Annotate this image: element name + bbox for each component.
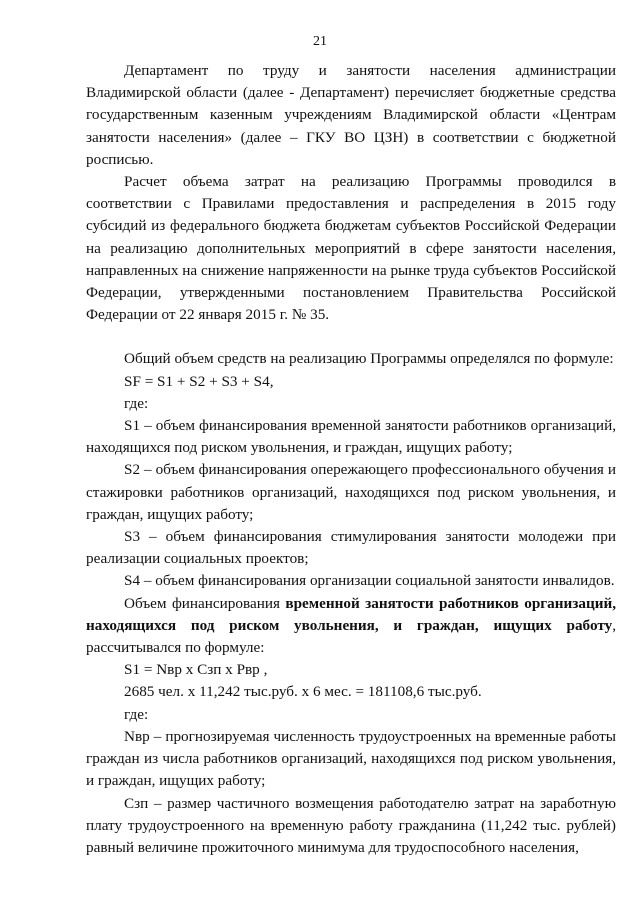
formula-s1: S1 = Nвр x Сзп x Рвр , (124, 661, 268, 679)
definition-s2: S2 – объем финансирования опережающего профессионального обучения и стажировки работников организаций, находящихся под риском увольнения, и граждан, ищущих работу; (86, 461, 616, 523)
definition-szp: Сзп – размер частичного возмещения работодателю затрат на заработную плату трудоустроенного на временную работу гражданина (11,242 тыс. рублей) равный величине прожиточного минимума для трудоспособного населения, (86, 794, 616, 856)
paragraph-calculation-basis: Расчет объема затрат на реализацию Программы проводился в соответствии с Правилами предоставления и распределения в 2015 году субсидий из федерального бюджета бюджетам субъектов Российской Федерации на реализацию дополнительных мероприятий в сфере занятости населения, направленных на снижение напряженности на рынке труда субъектов Российской Федерации, утвержденными постановлением Правительства Российской Федерации от 22 января 2015 г. № 35. (86, 173, 616, 324)
definition-s4: S4 – объем финансирования организации социальной занятости инвалидов. (124, 572, 615, 590)
paragraph-total-formula-intro: Общий объем средств на реализацию Программы определялся по формуле: (124, 350, 614, 368)
where-label-2: где: (124, 705, 149, 723)
document-body (86, 60, 616, 859)
blank-line (86, 326, 616, 348)
definition-nvr: Nвр – прогнозируемая численность трудоустроенных на временные работы граждан из числа работников организаций, находящихся под риском увольнения, и граждан, ищущих работу; (86, 727, 616, 790)
definition-s1: S1 – объем финансирования временной занятости работников организаций, находящихся под риском увольнения, и граждан, ищущих работу; (86, 417, 616, 457)
calculation-s1: 2685 чел. x 11,242 тыс.руб. x 6 мес. = 181108,6 тыс.руб. (124, 683, 482, 701)
page-number: 21 (313, 34, 327, 49)
paragraph-department: Департамент по труду и занятости населения администрации Владимирской области (далее - Департамент) перечисляет бюджетные средства государственным казенным учреждениям Владимирской области «Центрам занятости населения» (далее – ГКУ ВО ЦЗН) в соответствии с бюджетной росписью. (86, 62, 616, 168)
definition-s3: S3 – объем финансирования стимулирования занятости молодежи при реализации социальных проектов; (86, 528, 616, 568)
formula-total: SF = S1 + S2 + S3 + S4, (124, 372, 274, 390)
paragraph-temporary-employment (86, 593, 616, 660)
where-label: где: (124, 394, 149, 412)
bold-phrase: временной занятости работников организаций, находящихся под риском увольнения, и граждан, ищущих работу (86, 594, 617, 634)
text-start: Объем финансирования (124, 594, 286, 612)
text-end: , рассчитывался по формуле: (86, 616, 616, 657)
